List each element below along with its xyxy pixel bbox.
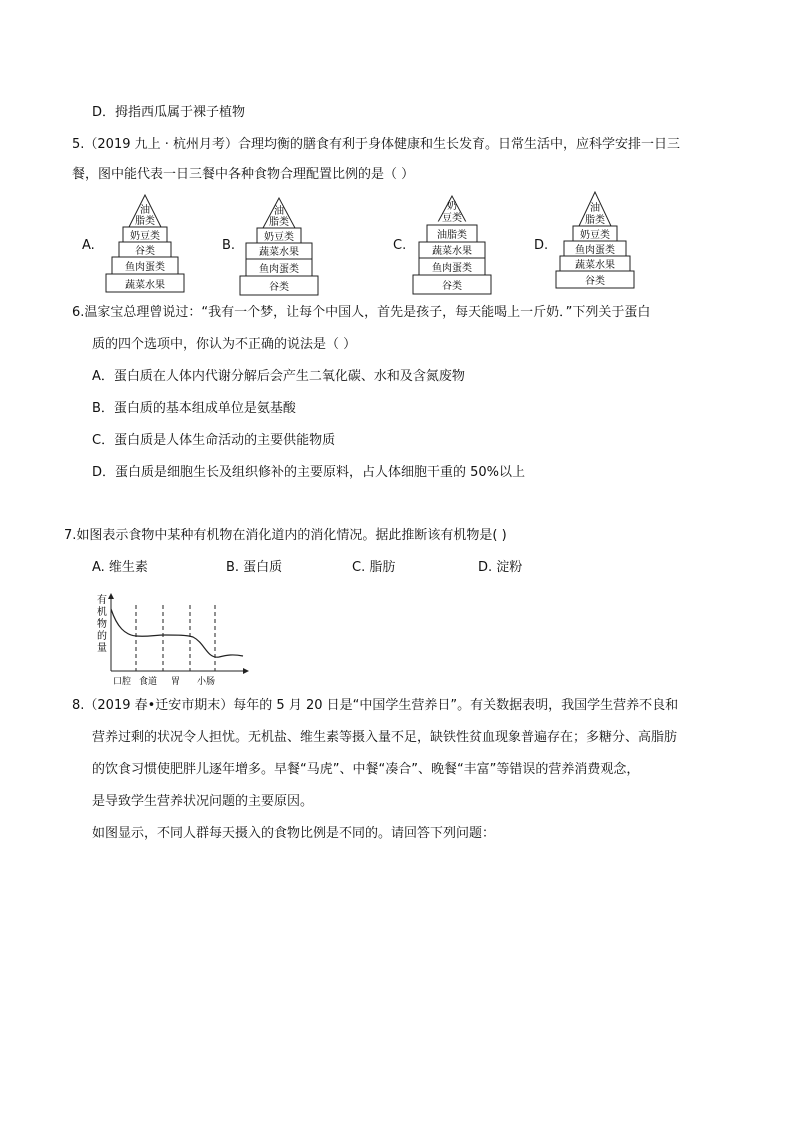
graph-ylabel-2: 机 — [97, 607, 107, 618]
q5-option-d-label[interactable]: D. — [534, 238, 549, 253]
q6-option-b[interactable]: B．蛋白质的基本组成单位是氨基酸 — [92, 401, 296, 416]
q8-line4: 是导致学生营养状况问题的主要原因。 — [92, 794, 314, 809]
q5-c-level-1: 奶 — [447, 201, 457, 212]
digestion-curve — [111, 609, 243, 657]
graph-ylabel-5: 量 — [97, 643, 107, 654]
q5-a-level-6: 蔬菜水果 — [125, 280, 165, 291]
q5-d-level-1: 油 — [590, 203, 600, 214]
graph-ylabel-4: 的 — [97, 631, 107, 642]
q5-a-level-5: 鱼肉蛋类 — [125, 262, 165, 273]
q5-c-level-3: 油脂类 — [437, 230, 467, 241]
graph-xlabel-mouth: 口腔 — [113, 677, 132, 685]
q6-stem-line1: 6.温家宝总理曾说过：“我有一个梦，让每个中国人，首先是孩子，每天能喝上一斤奶．”下列关于蛋白 — [72, 305, 651, 320]
q8-line3: 的饮食习惯使肥胖儿逐年增多。早餐“马虎”、中餐“凑合”、晚餐“丰富”等错误的营养消费观念， — [92, 762, 640, 777]
q5-d-level-2: 脂类 — [585, 215, 605, 226]
q6-option-c[interactable]: C．蛋白质是人体生命活动的主要供能物质 — [92, 433, 336, 448]
graph-ylabel-3: 物 — [97, 619, 107, 630]
q5-d-level-6: 谷类 — [585, 276, 605, 287]
q8-line1: 8.（2019 春•迁安市期末）每年的 5 月 20 日是“中国学生营养日”。有关数据表明，我国学生营养不良和 — [72, 698, 679, 713]
q7-stem: 7.如图表示食物中某种有机物在消化道内的消化情况。据此推断该有机物是( ) — [64, 528, 507, 543]
q5-b-level-4: 蔬菜水果 — [259, 247, 299, 258]
q5-pyramid-c[interactable] — [411, 194, 493, 298]
q5-pyramid-a[interactable] — [104, 192, 186, 296]
q6-option-d[interactable]: D．蛋白质是细胞生长及组织修补的主要原料，占人体细胞干重的 50%以上 — [92, 465, 526, 480]
q5-option-a-label[interactable]: A. — [82, 238, 95, 253]
graph-ylabel-1: 有 — [97, 595, 107, 606]
q5-d-level-5: 蔬菜水果 — [575, 260, 615, 271]
q5-option-c-label[interactable]: C. — [393, 238, 407, 253]
q5-d-level-4: 鱼肉蛋类 — [575, 245, 615, 256]
q5-b-level-3: 奶豆类 — [264, 232, 294, 243]
q5-a-level-2: 脂类 — [135, 216, 155, 227]
q5-c-level-5: 鱼肉蛋类 — [432, 263, 472, 274]
q5-a-level-1: 油 — [140, 205, 150, 216]
q7-option-a[interactable]: A. 维生素 — [92, 560, 148, 575]
digestion-graph — [93, 593, 253, 689]
graph-xlabel-stomach: 胃 — [171, 677, 181, 685]
q5-b-level-1: 油 — [274, 206, 284, 217]
q6-option-a[interactable]: A．蛋白质在人体内代谢分解后会产生二氧化碳、水和及含氮废物 — [92, 369, 465, 384]
q5-stem-line1: 5.（2019 九上 · 杭州月考）合理均衡的膳食有利于身体健康和生长发育。日常生活中，应科学安排一日三 — [72, 137, 681, 152]
q5-a-level-4: 谷类 — [135, 246, 155, 257]
q4-option-d: D．拇指西瓜属于裸子植物 — [92, 105, 246, 120]
q5-pyramid-b[interactable] — [238, 195, 320, 299]
q5-a-level-3: 奶豆类 — [130, 231, 160, 242]
graph-xlabel-small-intestine: 小肠 — [197, 677, 216, 685]
q5-c-level-4: 蔬菜水果 — [432, 246, 472, 257]
q5-c-level-2: 豆类 — [442, 213, 462, 224]
q6-stem-line2: 质的四个选项中，你认为不正确的说法是（ ） — [92, 337, 357, 352]
q7-option-b[interactable]: B. 蛋白质 — [226, 560, 283, 575]
q7-option-c[interactable]: C. 脂肪 — [352, 560, 396, 575]
q5-c-level-6: 谷类 — [442, 281, 462, 292]
q8-line2: 营养过剩的状况令人担忧。无机盐、维生素等摄入量不足，缺铁性贫血现象普遍存在；多糖分、高脂肪 — [92, 730, 678, 745]
q5-d-level-3: 奶豆类 — [580, 230, 610, 241]
q5-b-level-5: 鱼肉蛋类 — [259, 264, 299, 275]
graph-xlabel-esophagus: 食道 — [139, 677, 158, 685]
q5-b-level-6: 谷类 — [269, 282, 289, 293]
q5-pyramid-d[interactable] — [554, 188, 636, 292]
q8-line5: 如图显示，不同人群每天摄入的食物比例是不同的。请回答下列问题： — [92, 826, 496, 841]
q5-option-b-label[interactable]: B. — [222, 238, 236, 253]
q5-stem-line2: 餐，图中能代表一日三餐中各种食物合理配置比例的是（ ） — [72, 167, 415, 182]
q5-b-level-2: 脂类 — [269, 217, 289, 228]
q7-option-d[interactable]: D. 淀粉 — [478, 560, 523, 575]
